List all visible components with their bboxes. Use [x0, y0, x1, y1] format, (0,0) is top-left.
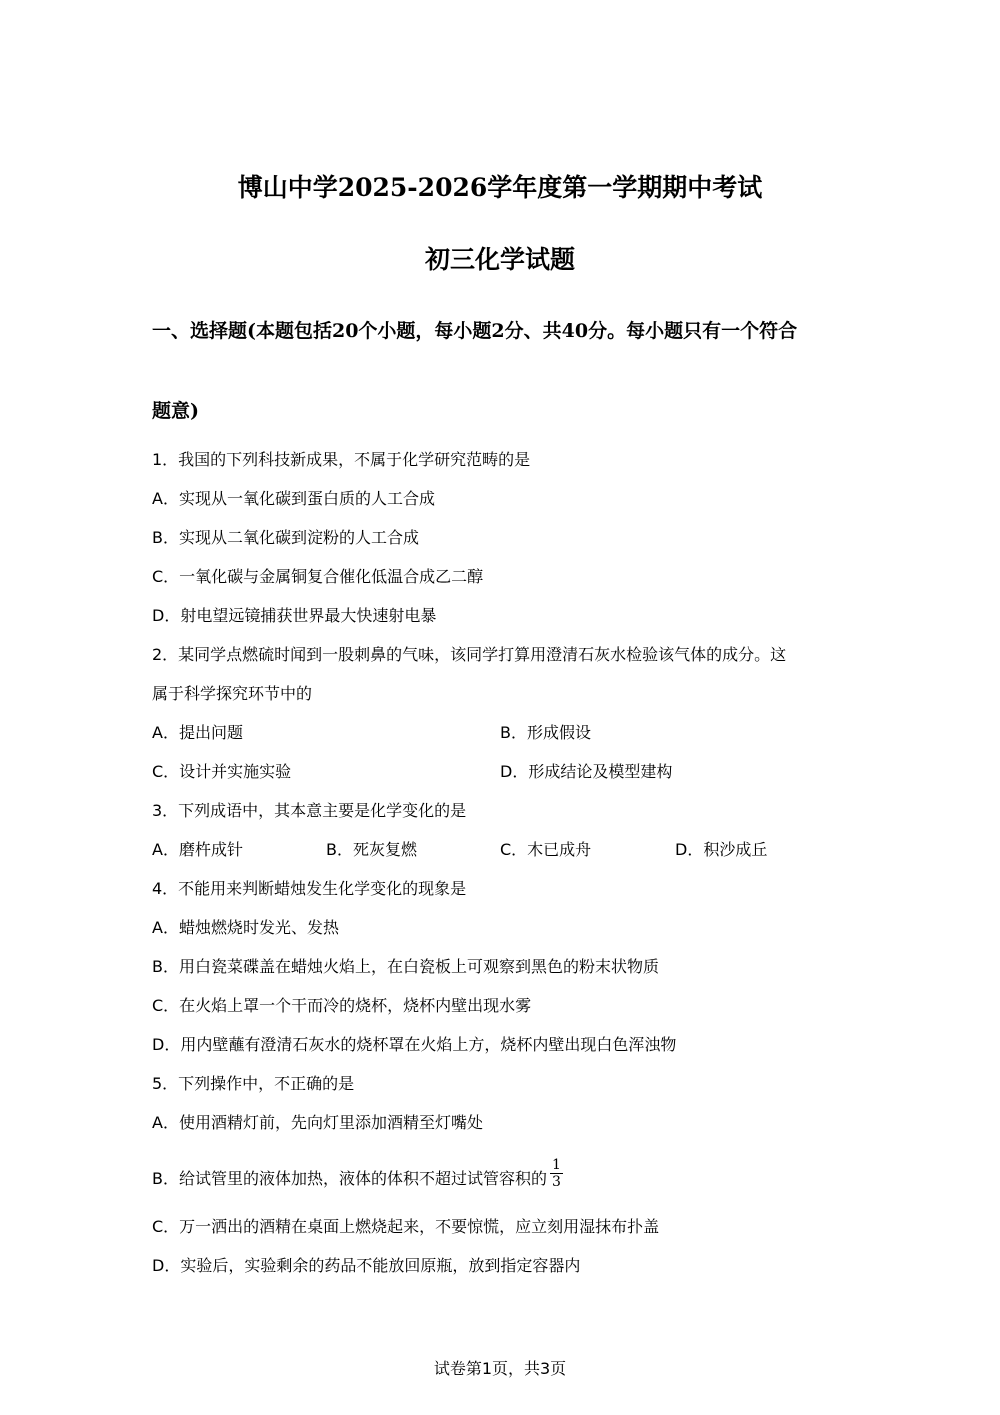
question-4-option-c: C．在火焰上罩一个干而冷的烧杯，烧杯内壁出现水雾 [152, 996, 532, 1015]
question-1-option-b: B．实现从二氧化碳到淀粉的人工合成 [152, 528, 419, 547]
question-4-option-b: B．用白瓷菜碟盖在蜡烛火焰上，在白瓷板上可观察到黑色的粉末状物质 [152, 957, 659, 976]
fraction-numerator: 1 [551, 1157, 561, 1173]
question-1-option-c: C．一氧化碳与金属铜复合催化低温合成乙二醇 [152, 567, 484, 586]
section-heading-line1: 一、选择题(本题包括20个小题，每小题2分、共40分。每小题只有一个符合 [152, 320, 798, 342]
question-4-option-a: A．蜡烛燃烧时发光、发热 [152, 918, 339, 937]
question-2-option-a: A．提出问题 [152, 723, 243, 742]
question-1-option-d: D．射电望远镜捕获世界最大快速射电暴 [152, 606, 437, 625]
question-2-option-b: B．形成假设 [500, 723, 591, 742]
question-2-option-d: D．形成结论及模型建构 [500, 762, 673, 781]
question-2-option-c: C．设计并实施实验 [152, 762, 292, 781]
question-1-stem: 1．我国的下列科技新成果，不属于化学研究范畴的是 [152, 450, 531, 469]
question-3-stem: 3．下列成语中，其本意主要是化学变化的是 [152, 801, 467, 820]
question-5-stem: 5．下列操作中，不正确的是 [152, 1074, 355, 1093]
question-3-option-c: C．木已成舟 [500, 840, 592, 859]
exam-title: 博山中学2025-2026学年度第一学期期中考试 [237, 173, 763, 202]
exam-subtitle: 初三化学试题 [424, 245, 575, 274]
question-3-option-a: A．磨杵成针 [152, 840, 243, 859]
question-4-stem: 4．不能用来判断蜡烛发生化学变化的现象是 [152, 879, 467, 898]
question-1-option-a: A．实现从一氧化碳到蛋白质的人工合成 [152, 489, 435, 508]
question-5-option-b-text: B．给试管里的液体加热，液体的体积不超过试管容积的 [152, 1169, 547, 1188]
question-5-option-a: A．使用酒精灯前，先向灯里添加酒精至灯嘴处 [152, 1113, 483, 1132]
fraction-denominator: 3 [551, 1174, 561, 1190]
page-footer: 试卷第1页，共3页 [433, 1359, 567, 1378]
question-3-option-b: B．死灰复燃 [326, 840, 417, 859]
question-2-stem: 2．某同学点燃硫时闻到一股刺鼻的气味，该同学打算用澄清石灰水检验该气体的成分。这 [152, 645, 787, 664]
fraction-one-third [550, 1157, 563, 1190]
question-5-option-c: C．万一洒出的酒精在桌面上燃烧起来，不要惊慌，应立刻用湿抹布扑盖 [152, 1217, 660, 1236]
question-2-stem-cont: 属于科学探究环节中的 [152, 684, 313, 703]
question-4-option-d: D．用内壁蘸有澄清石灰水的烧杯罩在火焰上方，烧杯内壁出现白色浑浊物 [152, 1035, 677, 1054]
question-5-option-d: D．实验后，实验剩余的药品不能放回原瓶，放到指定容器内 [152, 1256, 581, 1275]
question-5-option-b [152, 1157, 563, 1196]
question-3-option-d: D．积沙成丘 [675, 840, 768, 859]
section-heading-line2: 题意) [152, 400, 199, 422]
